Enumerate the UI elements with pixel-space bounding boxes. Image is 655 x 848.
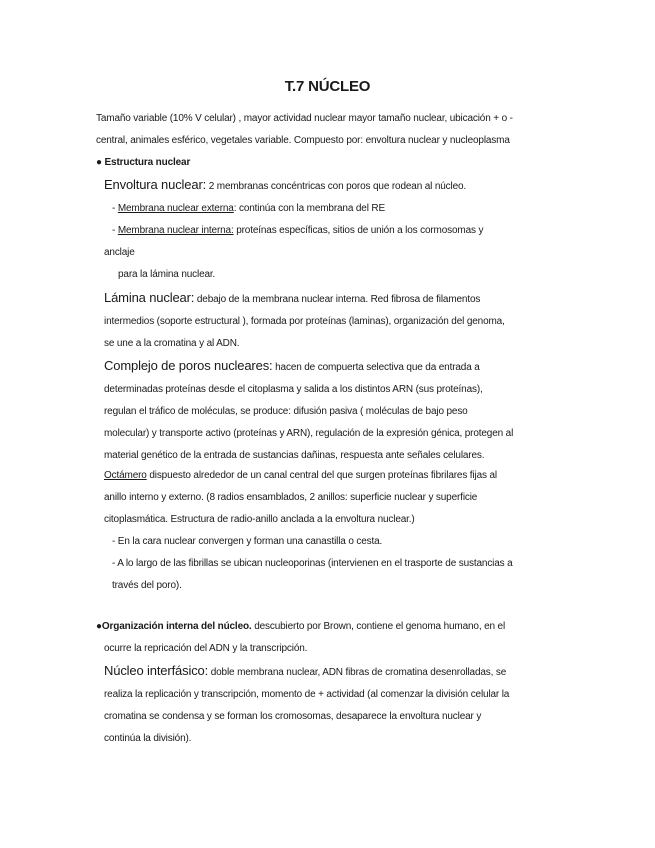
bullet-canastilla: - En la cara nuclear convergen y forman una canastilla o cesta.: [112, 536, 383, 547]
poros-line-4: molecular) y transporte activo (proteínas y ARN), regulación de la expresión génica, protegen al: [104, 428, 514, 439]
nucleo-line-2: realiza la replicación y transcripción, momento de + actividad (al comenzar la división celular la: [104, 689, 510, 700]
octamero-text: dispuesto alrededor de un canal central del que surgen proteínas fibrilares fijas al: [146, 470, 497, 481]
nucleo-text: doble membrana nuclear, ADN fibras de cromatina desenrolladas, se: [208, 667, 507, 678]
section-heading-organizacion: ●Organización interna del núcleo.: [96, 621, 252, 632]
envoltura-text: 2 membranas concéntricas con poros que rodean al núcleo.: [206, 181, 467, 192]
octamero-line: [104, 469, 497, 483]
nucleo-line-3: cromatina se condensa y se forman los cromosomas, desaparece la envoltura nuclear y: [104, 711, 482, 722]
poros-paragraph-line-1: [104, 359, 480, 375]
bullet-nucleoporinas-line-2: través del poro).: [112, 580, 182, 591]
term-lamina-nuclear: Lámina nuclear:: [104, 290, 195, 305]
poros-line-5: material genético de la entrada de sustancias dañinas, respuesta ante señales celulares.: [104, 450, 485, 461]
section-heading-estructura: ● Estructura nuclear: [96, 157, 191, 168]
membrana-interna-text: proteínas específicas, sitios de unión a los cormosomas y: [233, 225, 484, 236]
poros-line-7: anillo interno y externo. (8 radios ensamblados, 2 anillos: superficie nuclear y superficie: [104, 492, 478, 503]
lamina-paragraph-line-1: [104, 291, 480, 307]
envoltura-paragraph-line-1: [104, 178, 466, 194]
membrana-interna-line: [112, 224, 483, 238]
organizacion-line-2: ocurre la repricación del ADN y la transcripción.: [104, 643, 308, 654]
poros-text: hacen de compuerta selectiva que da entrada a: [272, 362, 480, 373]
lamina-line-3: se une a la cromatina y al ADN.: [104, 338, 240, 349]
nucleo-paragraph-line-1: [104, 664, 506, 680]
lamina-text: debajo de la membrana nuclear interna. Red fibrosa de filamentos: [194, 294, 481, 305]
section-heading-organizacion-line: [96, 620, 505, 634]
bullet-nucleoporinas: - A lo largo de las fibrillas se ubican nucleoporinas (intervienen en el trasporte de sustancias a: [112, 558, 513, 569]
term-octamero: Octámero: [104, 470, 147, 481]
document-title: T.7 NÚCLEO: [284, 78, 371, 95]
lamina-line-2: intermedios (soporte estructural ), formada por proteínas (laminas), organización del genoma,: [104, 316, 505, 327]
intro-line-1: Tamaño variable (10% V celular) , mayor actividad nuclear mayor tamaño nuclear, ubicación + o -: [96, 113, 513, 124]
term-envoltura-nuclear: Envoltura nuclear:: [104, 177, 207, 192]
membrana-interna-line-3: para la lámina nuclear.: [118, 269, 216, 280]
intro-line-2: central, animales esférico, vegetales variable. Compuesto por: envoltura nuclear y nucleoplasma: [96, 135, 510, 146]
term-complejo-poros: Complejo de poros nucleares:: [104, 358, 273, 373]
dash: -: [112, 203, 118, 214]
term-membrana-externa: Membrana nuclear externa: [117, 203, 234, 214]
organizacion-text: descubierto por Brown, contiene el genoma humano, en el: [251, 621, 506, 632]
membrana-externa-line: [112, 202, 385, 216]
term-membrana-interna: Membrana nuclear interna:: [117, 225, 234, 236]
membrana-interna-line-2: anclaje: [104, 247, 135, 258]
nucleo-line-4: continúa la división).: [104, 733, 192, 744]
membrana-externa-text: : continúa con la membrana del RE: [233, 203, 385, 214]
dash: -: [112, 225, 118, 236]
term-nucleo-interfasico: Núcleo interfásico:: [104, 663, 209, 678]
poros-line-3: regulan el tráfico de moléculas, se produce: difusión pasiva ( moléculas de bajo peso: [104, 406, 468, 417]
poros-line-8: citoplasmática. Estructura de radio-anillo anclada a la envoltura nuclear.): [104, 514, 415, 525]
poros-line-2: determinadas proteínas desde el citoplasma y salida a los distintos ARN (sus proteínas),: [104, 384, 483, 395]
